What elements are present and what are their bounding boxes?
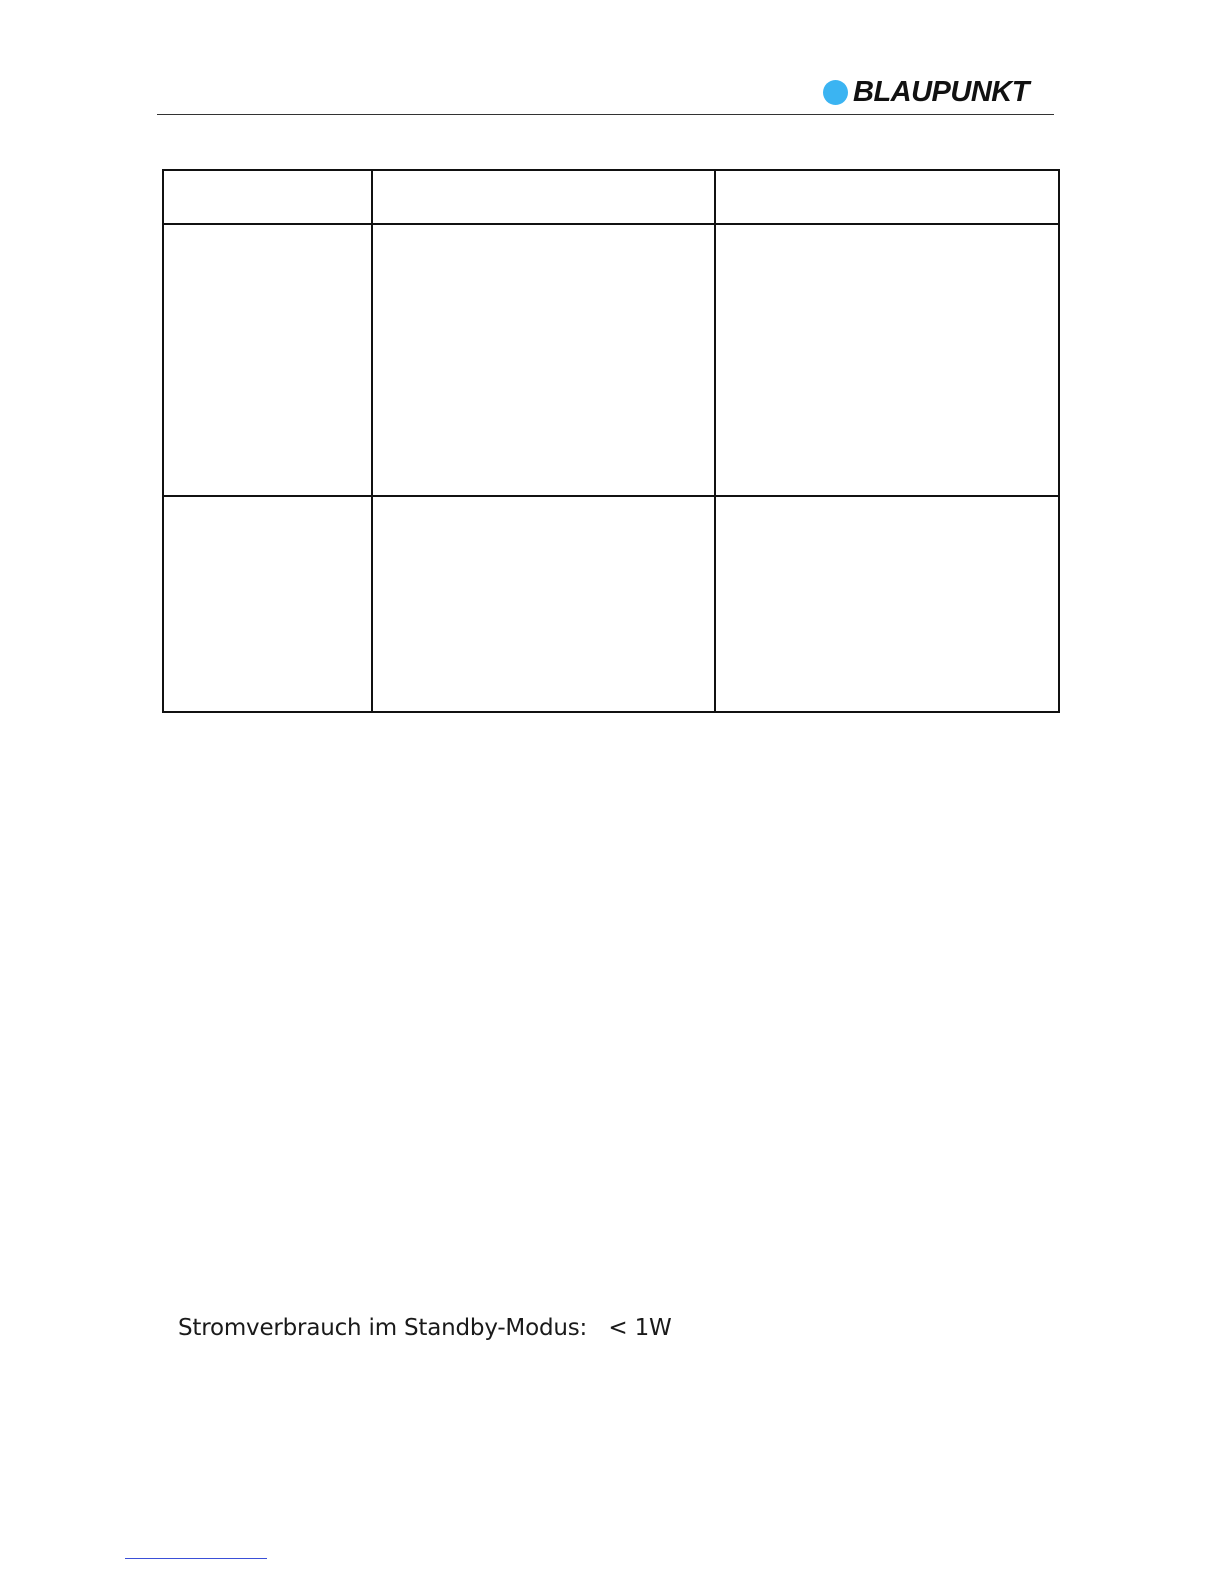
table-cell xyxy=(715,224,1059,496)
brand-logo xyxy=(823,76,1029,108)
table-header-cell xyxy=(715,170,1059,224)
table-header-cell xyxy=(163,170,372,224)
standby-value: < 1W xyxy=(608,1315,672,1341)
logo-dot-icon xyxy=(823,80,848,105)
table-header-cell xyxy=(372,170,716,224)
table-cell xyxy=(715,496,1059,712)
table-cell xyxy=(163,224,372,496)
table-cell xyxy=(372,224,716,496)
standby-consumption xyxy=(178,1315,672,1341)
logo-text: BLAUPUNKT xyxy=(853,75,1029,108)
table-header-row xyxy=(163,170,1059,224)
footer-link-underline[interactable] xyxy=(125,1558,267,1559)
table-row xyxy=(163,496,1059,712)
table-cell xyxy=(163,496,372,712)
table-row xyxy=(163,224,1059,496)
table-cell xyxy=(372,496,716,712)
header-divider xyxy=(157,114,1054,115)
spec-table xyxy=(162,169,1060,713)
standby-label: Stromverbrauch im Standby-Modus: xyxy=(178,1315,588,1341)
